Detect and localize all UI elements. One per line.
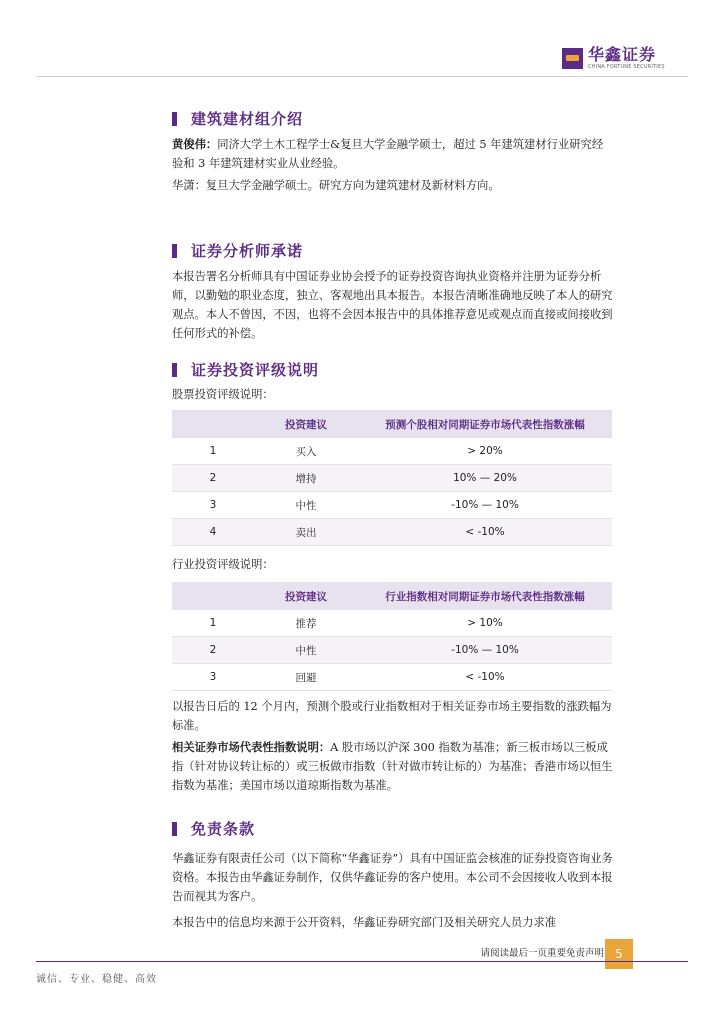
index-note — [172, 738, 614, 795]
footer-divider — [36, 961, 688, 962]
cell-range: -10% — 10% — [358, 637, 612, 664]
cell-range: > 20% — [358, 438, 612, 465]
team-member-1 — [172, 135, 614, 173]
disclaimer-text-continued: 本报告中的信息均来源于公开资料，华鑫证券研究部门及相关研究人员力求准 — [172, 916, 557, 929]
section-marker — [172, 244, 177, 258]
page-number: 5 — [605, 939, 633, 969]
header-cell — [172, 410, 254, 438]
cell-advice: 推荐 — [254, 610, 358, 637]
table-row — [172, 637, 612, 664]
cell-index: 1 — [172, 438, 254, 465]
industry-rating-table — [172, 582, 612, 691]
header-cell — [172, 582, 254, 610]
header-cell: 投资建议 — [254, 582, 358, 610]
cell-advice: 中性 — [254, 492, 358, 519]
section-marker — [172, 112, 177, 126]
cell-range: < -10% — [358, 664, 612, 691]
cell-range: 10% — 20% — [358, 465, 612, 492]
table-header-row — [172, 410, 612, 438]
stock-rating-caption: 股票投资评级说明： — [172, 388, 274, 401]
member-name: 黄俊伟： — [172, 137, 218, 151]
section-title: 建筑建材组介绍 — [191, 110, 304, 128]
table-row — [172, 610, 612, 637]
stock-rating-table — [172, 410, 612, 546]
table-row — [172, 492, 612, 519]
cell-index: 2 — [172, 465, 254, 492]
footer-slogan: 诚信、专业、稳健、高效 — [36, 974, 157, 985]
table-row — [172, 664, 612, 691]
cell-index: 1 — [172, 610, 254, 637]
member-bio: 同济大学土木工程学士&复旦大学金融学硕士，超过 5 年建筑建材行业研究经验和 3 年建筑建材实业从业经验。 — [172, 138, 604, 170]
section-team-heading — [172, 108, 303, 129]
footer-disclaimer-note: 请阅读最后一页重要免责声明 — [480, 948, 604, 959]
header-divider — [36, 76, 688, 77]
cell-advice: 卖出 — [254, 519, 358, 546]
cell-index: 3 — [172, 664, 254, 691]
cell-advice: 回避 — [254, 664, 358, 691]
rating-note: 以报告日后的 12 个月内，预测个股或行业指数相对于相关证券市场主要指数的涨跌幅为标准。 — [172, 700, 612, 732]
company-logo — [562, 46, 665, 70]
table-row — [172, 465, 612, 492]
industry-rating-caption: 行业投资评级说明： — [172, 558, 274, 571]
section-rating-heading — [172, 359, 319, 380]
section-marker — [172, 363, 177, 377]
cell-advice: 增持 — [254, 465, 358, 492]
table-header-row — [172, 582, 612, 610]
cell-range: < -10% — [358, 519, 612, 546]
section-title: 免责条款 — [191, 820, 256, 838]
section-pledge-heading — [172, 240, 303, 261]
section-title: 证券分析师承诺 — [191, 242, 304, 260]
pledge-text: 本报告署名分析师具有中国证券业协会授予的证券投资咨询执业资格并注册为证券分析师，以勤勉的职业态度，独立、客观地出具本报告。本报告清晰准确地反映了本人的研究观点。本人不曾因，不因，也将不会因本报告中的具体推荐意见或观点而直接或间接收到任何形式的补偿。 — [172, 270, 613, 340]
cell-index: 2 — [172, 637, 254, 664]
cell-advice: 买入 — [254, 438, 358, 465]
section-marker — [172, 822, 177, 836]
section-title: 证券投资评级说明 — [191, 361, 320, 379]
logo-icon — [562, 48, 583, 69]
disclaimer-text: 华鑫证券有限责任公司（以下简称“华鑫证券”）具有中国证监会核准的证券投资咨询业务资格。本报告由华鑫证券制作，仅供华鑫证券的客户使用。本公司不会因接收人收到本报告而视其为客户。 — [172, 852, 613, 903]
header-cell: 投资建议 — [254, 410, 358, 438]
logo-name: 华鑫证券 — [588, 45, 657, 64]
index-note-label: 相关证券市场代表性指数说明： — [172, 740, 331, 754]
cell-range: > 10% — [358, 610, 612, 637]
header-cell: 行业指数相对同期证券市场代表性指数涨幅 — [358, 582, 612, 610]
team-member-2: 华潇：复旦大学金融学硕士。研究方向为建筑建材及新材料方向。 — [172, 179, 500, 192]
cell-advice: 中性 — [254, 637, 358, 664]
cell-index: 3 — [172, 492, 254, 519]
cell-index: 4 — [172, 519, 254, 546]
table-row — [172, 438, 612, 465]
table-row — [172, 519, 612, 546]
index-note-text: A 股市场以沪深 300 指数为基准；新三板市场以三板成指（针对协议转让标的）或三板做市指数（针对做市转让标的）为基准；香港市场以恒生指数为基准；美国市场以道琼斯指数为基准。 — [172, 741, 613, 792]
header-cell: 预测个股相对同期证券市场代表性指数涨幅 — [358, 410, 612, 438]
logo-name-en: CHINA FORTUNE SECURITIES — [588, 64, 665, 70]
cell-range: -10% — 10% — [358, 492, 612, 519]
section-disclaimer-heading — [172, 818, 255, 839]
